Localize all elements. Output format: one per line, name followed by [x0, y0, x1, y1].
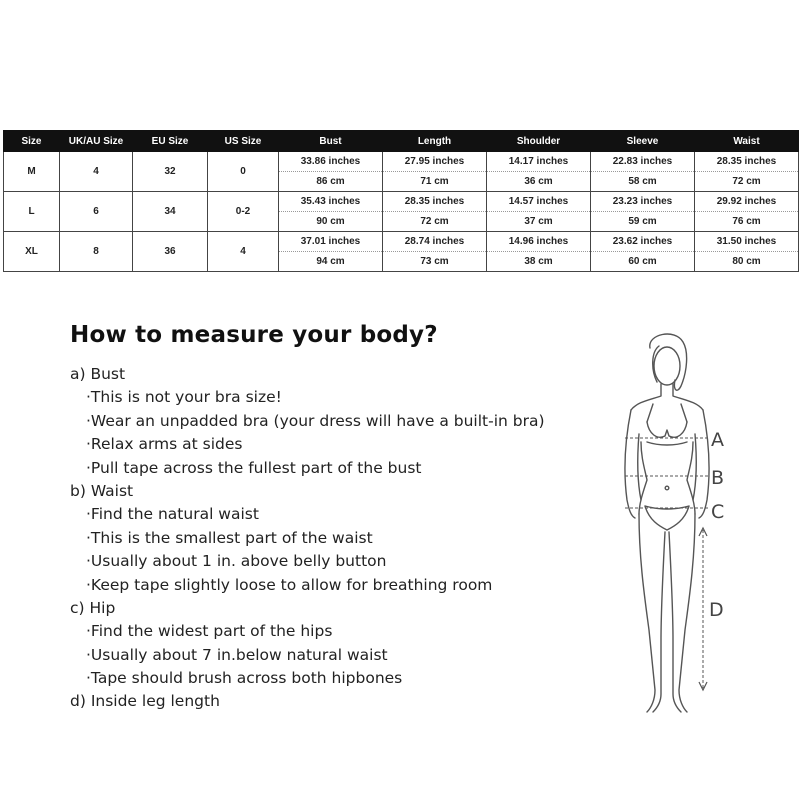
shoulder-cm-cell: 38 cm	[487, 252, 591, 272]
hair-outline	[650, 334, 687, 390]
guide-item: ·Keep tape slightly loose to allow for breathing room	[86, 575, 493, 594]
shoulder-inches-cell: 14.57 inches	[487, 192, 591, 212]
waist-inches-cell: 29.92 inches	[695, 192, 799, 212]
table-row	[4, 192, 799, 212]
waist-cm-cell: 80 cm	[695, 252, 799, 272]
size-cell: L	[4, 192, 60, 232]
us-size-cell: 4	[208, 232, 279, 272]
uk-size-cell: 8	[60, 232, 133, 272]
shoulder-cm-cell: 37 cm	[487, 212, 591, 232]
right-arm	[699, 410, 709, 518]
right-outer-leg	[679, 514, 695, 712]
left-arm	[625, 410, 635, 518]
sleeve-cm-cell: 60 cm	[591, 252, 695, 272]
waist-cm-cell: 76 cm	[695, 212, 799, 232]
waist-inches-cell: 28.35 inches	[695, 152, 799, 172]
us-size-cell: 0	[208, 152, 279, 192]
eu-size-cell: 34	[133, 192, 208, 232]
length-inches-cell: 27.95 inches	[383, 152, 487, 172]
table-row	[4, 232, 799, 252]
sleeve-cm-cell: 58 cm	[591, 172, 695, 192]
bust-cm-cell: 90 cm	[279, 212, 383, 232]
briefs	[645, 506, 689, 530]
left-outer-leg	[639, 514, 655, 712]
guide-item: ·Wear an unpadded bra (your dress will have a built-in bra)	[86, 411, 545, 430]
bust-cm-cell: 94 cm	[279, 252, 383, 272]
header-uk-au-size: UK/AU Size	[60, 131, 133, 152]
header-waist: Waist	[695, 131, 799, 152]
body-outline	[625, 334, 709, 712]
header-us-size: US Size	[208, 131, 279, 152]
guide-item: ·Find the widest part of the hips	[86, 622, 333, 641]
guide-item: ·Relax arms at sides	[86, 435, 243, 454]
length-cm-cell: 72 cm	[383, 212, 487, 232]
size-chart-table	[3, 130, 799, 272]
guide-item: ·This is not your bra size!	[86, 388, 282, 407]
length-cm-cell: 73 cm	[383, 252, 487, 272]
bra-band	[647, 442, 687, 445]
bra-cups	[647, 422, 687, 437]
header-sleeve: Sleeve	[591, 131, 695, 152]
section-heading-inside-leg: d) Inside leg length	[70, 692, 220, 711]
measure-guide	[70, 363, 545, 714]
label-b: B	[711, 467, 725, 489]
bra-straps	[647, 404, 687, 422]
bust-inches-cell: 35.43 inches	[279, 192, 383, 212]
guide-item: ·This is the smallest part of the waist	[86, 528, 373, 547]
size-cell: XL	[4, 232, 60, 272]
length-inches-cell: 28.35 inches	[383, 192, 487, 212]
sleeve-inches-cell: 23.23 inches	[591, 192, 695, 212]
label-d: D	[709, 599, 724, 621]
navel	[665, 486, 669, 490]
us-size-cell: 0-2	[208, 192, 279, 232]
head-outline	[654, 347, 680, 385]
right-shoulder	[673, 384, 703, 410]
shoulder-inches-cell: 14.17 inches	[487, 152, 591, 172]
header-bust: Bust	[279, 131, 383, 152]
size-table-header	[4, 131, 799, 152]
uk-size-cell: 6	[60, 192, 133, 232]
eu-size-cell: 36	[133, 232, 208, 272]
sleeve-inches-cell: 22.83 inches	[591, 152, 695, 172]
waist-inches-cell: 31.50 inches	[695, 232, 799, 252]
guide-item: ·Pull tape across the fullest part of the bust	[86, 458, 422, 477]
measure-guide-title: How to measure your body?	[70, 322, 438, 348]
eu-size-cell: 32	[133, 152, 208, 192]
bust-cm-cell: 86 cm	[279, 172, 383, 192]
left-shoulder	[631, 384, 661, 410]
bust-inches-cell: 37.01 inches	[279, 232, 383, 252]
waist-cm-cell: 72 cm	[695, 172, 799, 192]
section-heading-bust: a) Bust	[70, 365, 126, 383]
section-heading-hip: c) Hip	[70, 598, 116, 617]
header-eu-size: EU Size	[133, 131, 208, 152]
table-row	[4, 152, 799, 172]
measurement-lines	[625, 438, 709, 688]
bust-inches-cell: 33.86 inches	[279, 152, 383, 172]
sleeve-inches-cell: 23.62 inches	[591, 232, 695, 252]
length-inches-cell: 28.74 inches	[383, 232, 487, 252]
size-cell: M	[4, 152, 60, 192]
guide-item: ·Find the natural waist	[86, 505, 259, 524]
guide-item: ·Usually about 7 in.below natural waist	[86, 645, 388, 664]
header-size: Size	[4, 131, 60, 152]
section-heading-waist: b) Waist	[70, 481, 134, 500]
guide-item: ·Tape should brush across both hipbones	[86, 669, 403, 688]
label-c: C	[711, 501, 725, 523]
body-measurement-figure	[595, 330, 795, 720]
uk-size-cell: 4	[60, 152, 133, 192]
label-a: A	[711, 429, 724, 451]
right-torso	[687, 442, 695, 514]
length-cm-cell: 71 cm	[383, 172, 487, 192]
shoulder-cm-cell: 36 cm	[487, 172, 591, 192]
header-shoulder: Shoulder	[487, 131, 591, 152]
left-torso	[639, 442, 647, 514]
shoulder-inches-cell: 14.96 inches	[487, 232, 591, 252]
header-length: Length	[383, 131, 487, 152]
guide-item: ·Usually about 1 in. above belly button	[86, 552, 387, 571]
sleeve-cm-cell: 59 cm	[591, 212, 695, 232]
